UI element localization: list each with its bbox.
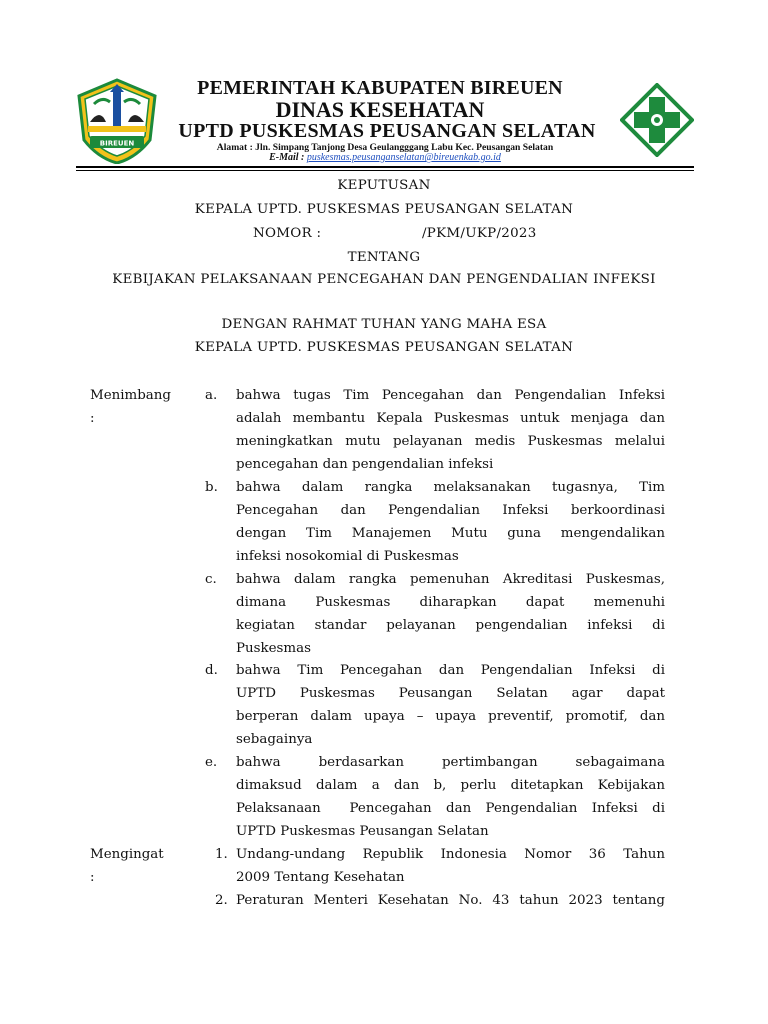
issuer-repeat: KEPALA UPTD. PUSKESMAS PEUSANGAN SELATAN [194, 340, 574, 355]
item-marker: 1. [215, 847, 228, 862]
mengingat-label: Mengingat : [90, 847, 164, 885]
doc-type: KEPUTUSAN [337, 178, 431, 193]
letterhead-government: PEMERINTAH KABUPATEN BIREUEN [197, 77, 563, 99]
issuer: KEPALA UPTD. PUSKESMAS PEUSANGAN SELATAN [194, 202, 574, 217]
menimbang-item-b: b. bahwa dalam rangka melaksanakan tugasnya, Tim Pencegahan dan Pengendalian Infeksi berkoordinasi dengan Tim Manajemen Mutu guna mengendalikan infeksi nosokomial di Puskesmas [205, 476, 665, 568]
decree-subject: KEBIJAKAN PELAKSANAAN PENCEGAHAN DAN PENGENDALIAN INFEKSI [112, 272, 656, 287]
email-link[interactable]: puskesmas.peusanganselatan@bireuenkab.go.id [306, 152, 501, 163]
item-marker: e. [205, 755, 218, 770]
bireuen-crest-icon [76, 78, 158, 164]
menimbang-item-c: c. bahwa dalam rangka pemenuhan Akreditasi Puskesmas, dimana Puskesmas diharapkan dapat memenuhi kegiatan standar pelayanan pengendalian infeksi di Puskesmas [205, 568, 665, 660]
decree-number [253, 226, 537, 241]
item-marker: b. [205, 480, 218, 495]
letterhead-email-line [170, 152, 600, 163]
left-logo-text: BIREUEN [99, 139, 135, 148]
rahmat-line: DENGAN RAHMAT TUHAN YANG MAHA ESA [221, 317, 547, 332]
letterhead-divider-thin [76, 170, 694, 171]
item-marker: a. [205, 388, 218, 403]
item-marker: c. [205, 572, 217, 587]
email-label: E-Mail : [269, 152, 305, 163]
menimbang-item-d: d. bahwa Tim Pencegahan dan Pengendalian Infeksi di UPTD Puskesmas Peusangan Selatan agar dapat berperan dalam upaya – upaya preventif, promotif, dan sebagainya [205, 659, 665, 751]
letterhead-agency: DINAS KESEHATAN [275, 97, 485, 122]
menimbang-item-a: a. bahwa tugas Tim Pencegahan dan Pengendalian Infeksi adalah membantu Kepala Puskesmas untuk menjaga dan meningkatkan mutu pelayanan medis Puskesmas melalui pencegahan dan pengendalian infeksi [205, 384, 665, 476]
nomor-label: NOMOR : [253, 226, 322, 241]
nomor-value: /PKM/UKP/2023 [422, 226, 537, 241]
menimbang-item-e: e. bahwa berdasarkan pertimbangan sebagaimana dimaksud dalam a dan b, perlu ditetapkan Kebijakan Pelaksanaan Pencegahan dan Pengendalian Infeksi di UPTD Puskesmas Peusangan Selatan [205, 751, 665, 843]
menimbang-label: Menimbang : [90, 388, 171, 426]
mengingat-item-1: 1. Undang-undang Republik Indonesia Nomor 36 Tahun 2009 Tentang Kesehatan [205, 843, 665, 889]
item-marker: d. [205, 663, 218, 678]
mengingat-item-2: 2. Peraturan Menteri Kesehatan No. 43 tahun 2023 tentang [205, 889, 665, 912]
letterhead-address: Alamat : Jln. Simpang Tanjong Desa Geulangggang Labu Kec. Peusangan Selatan [216, 142, 554, 153]
letterhead-divider [76, 166, 694, 168]
letterhead-unit: UPTD PUSKESMAS PEUSANGAN SELATAN [178, 120, 596, 142]
item-marker: 2. [215, 893, 228, 908]
tentang-heading: TENTANG [347, 250, 421, 265]
puskesmas-cross-icon [620, 83, 694, 157]
